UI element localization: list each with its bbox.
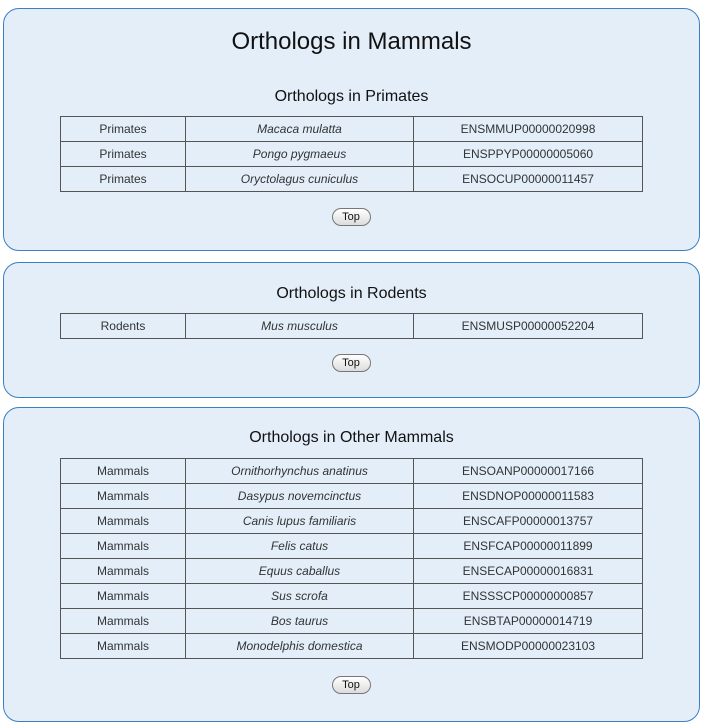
group-cell: Mammals [61, 559, 186, 584]
species-cell: Sus scrofa [186, 584, 414, 609]
other-mammals-section-title: Orthologs in Other Mammals [249, 429, 454, 446]
protein-id-cell: ENSSSCP00000000857 [414, 584, 643, 609]
group-cell: Primates [61, 167, 186, 192]
other-mammals-orthologs-table [60, 458, 643, 659]
group-cell: Primates [61, 117, 186, 142]
protein-id-cell: ENSECAP00000016831 [414, 559, 643, 584]
group-cell: Rodents [61, 314, 186, 339]
page-title: Orthologs in Mammals [231, 28, 472, 55]
species-cell: Equus caballus [186, 559, 414, 584]
table-row [61, 484, 643, 509]
species-cell: Pongo pygmaeus [186, 142, 414, 167]
rodents-panel [3, 262, 700, 398]
species-cell: Ornithorhynchus anatinus [186, 459, 414, 484]
table-row [61, 509, 643, 534]
species-cell: Bos taurus [186, 609, 414, 634]
primates-orthologs-table [60, 116, 643, 192]
group-cell: Mammals [61, 484, 186, 509]
other-mammals-panel [3, 407, 700, 722]
rodents-section-title: Orthologs in Rodents [276, 285, 427, 302]
protein-id-cell: ENSMUSP00000052204 [414, 314, 643, 339]
protein-id-cell: ENSCAFP00000013757 [414, 509, 643, 534]
species-cell: Mus musculus [186, 314, 414, 339]
table-row [61, 142, 643, 167]
table-row [61, 534, 643, 559]
other-mammals-top-button[interactable]: Top [332, 676, 371, 694]
group-cell: Primates [61, 142, 186, 167]
protein-id-cell: ENSOANP00000017166 [414, 459, 643, 484]
table-row [61, 167, 643, 192]
species-cell: Canis lupus familiaris [186, 509, 414, 534]
group-cell: Mammals [61, 509, 186, 534]
species-cell: Oryctolagus cuniculus [186, 167, 414, 192]
protein-id-cell: ENSBTAP00000014719 [414, 609, 643, 634]
group-cell: Mammals [61, 584, 186, 609]
protein-id-cell: ENSPPYP00000005060 [414, 142, 643, 167]
protein-id-cell: ENSDNOP00000011583 [414, 484, 643, 509]
table-row [61, 559, 643, 584]
group-cell: Mammals [61, 634, 186, 659]
protein-id-cell: ENSOCUP00000011457 [414, 167, 643, 192]
species-cell: Macaca mulatta [186, 117, 414, 142]
table-row [61, 117, 643, 142]
table-row [61, 459, 643, 484]
table-row [61, 634, 643, 659]
species-cell: Felis catus [186, 534, 414, 559]
species-cell: Monodelphis domestica [186, 634, 414, 659]
group-cell: Mammals [61, 534, 186, 559]
protein-id-cell: ENSMODP00000023103 [414, 634, 643, 659]
group-cell: Mammals [61, 459, 186, 484]
group-cell: Mammals [61, 609, 186, 634]
table-row [61, 314, 643, 339]
rodents-orthologs-table [60, 313, 643, 339]
primates-section-title: Orthologs in Primates [274, 88, 429, 105]
protein-id-cell: ENSMMUP00000020998 [414, 117, 643, 142]
table-row [61, 584, 643, 609]
table-row [61, 609, 643, 634]
primates-top-button[interactable]: Top [332, 208, 371, 226]
rodents-top-button[interactable]: Top [332, 354, 371, 372]
protein-id-cell: ENSFCAP00000011899 [414, 534, 643, 559]
primates-panel [3, 8, 700, 251]
species-cell: Dasypus novemcinctus [186, 484, 414, 509]
